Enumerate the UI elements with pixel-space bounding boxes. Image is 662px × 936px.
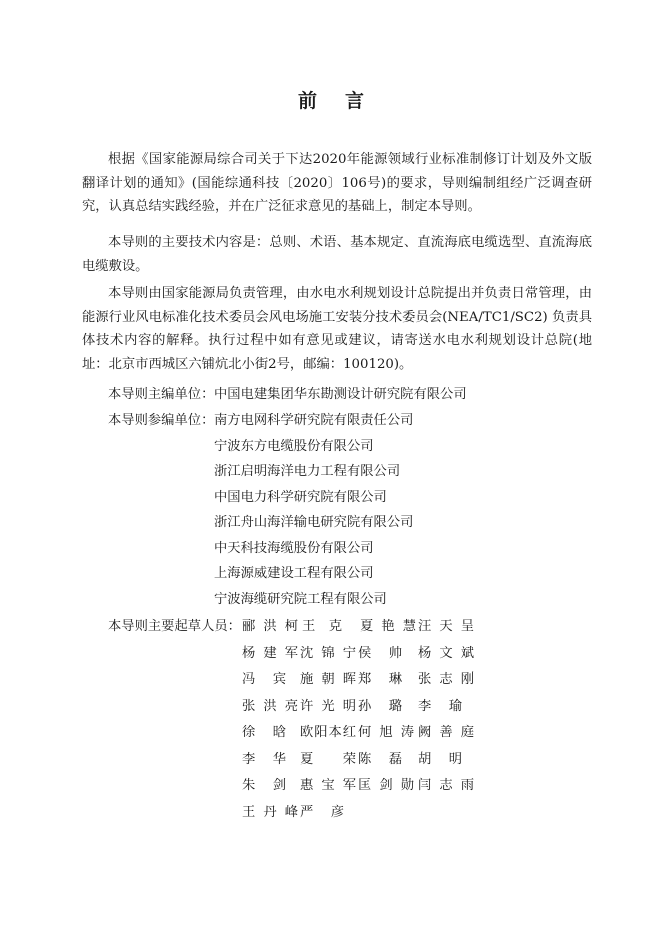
drafter-name: 汪天呈 xyxy=(418,619,474,634)
participating-unit: 浙江启明海洋电力工程有限公司 xyxy=(214,464,401,479)
drafter-name: 许光明 xyxy=(300,698,356,714)
participating-unit: 南方电网科学研究院有限责任公司 xyxy=(214,413,414,428)
drafters-label: 本导则主要起草人员： xyxy=(108,619,241,634)
chief-unit-label: 本导则主编单位： xyxy=(108,387,215,402)
participating-unit: 宁波海缆研究院工程有限公司 xyxy=(214,591,387,607)
drafter-name: 匡剑勋 xyxy=(358,778,414,793)
participating-unit: 中国电力科学研究院有限公司 xyxy=(214,489,387,505)
drafter-name: 施朝晖 xyxy=(300,672,356,687)
drafter-name: 夏艳慧 xyxy=(360,619,416,634)
drafter-name: 夏荣 xyxy=(300,751,356,767)
drafter-name: 郦洪柯 xyxy=(242,619,298,634)
drafter-name: 徐晗 xyxy=(242,725,286,740)
drafter-name: 何旭涛 xyxy=(358,725,414,740)
drafter-name: 朱剑 xyxy=(242,778,286,793)
drafter-name: 郑琳 xyxy=(358,672,402,687)
drafter-name: 阙善庭 xyxy=(418,725,474,740)
participating-unit: 宁波东方电缆股份有限公司 xyxy=(214,438,374,454)
drafter-name: 胡明 xyxy=(418,751,462,767)
participating-units-label: 本导则参编单位： xyxy=(108,413,215,428)
chief-unit-name: 中国电建集团华东勘测设计研究院有限公司 xyxy=(214,387,467,402)
drafter-name: 王克 xyxy=(302,619,342,634)
drafter-name: 张志刚 xyxy=(418,672,474,687)
drafter-name: 惠宝军 xyxy=(300,778,356,793)
drafter-name: 陈磊 xyxy=(358,751,402,767)
participating-unit: 浙江舟山海洋输电研究院有限公司 xyxy=(214,515,414,530)
drafter-name: 孙璐 xyxy=(358,698,402,714)
drafter-name: 李瑜 xyxy=(418,698,462,714)
drafter-name: 欧阳本红 xyxy=(300,725,356,740)
paragraph-main-content: 本导则的主要技术内容是：总则、术语、基本规定、直流海底电缆选型、直流海底电缆敷设。 xyxy=(82,235,592,274)
drafter-name: 杨文斌 xyxy=(418,645,474,661)
drafter-name: 王丹峰 xyxy=(242,804,298,820)
paragraph-basis: 根据《国家能源局综合司关于下达2020年能源领域行业标准制修订计划及外文版翻译计划的通知》(国能综通科技〔2020〕106号)的要求，导则编制组经广泛调查研究，认真总结实践经验，并在广泛征求意见的基础上，制定本导则。 xyxy=(82,152,592,214)
paragraph-management: 本导则由国家能源局负责管理，由水电水利规划设计总院提出并负责日常管理，由能源行业风电标准化技术委员会风电场施工安装分技术委员会(NEA/TC1/SC2) 负责具体技术内容的解释。执行过程中如有意见或建议，请寄送水电水利规划设计总院(地址：北京市西城区六铺炕北小街2号，邮编：100120)。 xyxy=(82,286,592,372)
drafter-name: 李华 xyxy=(242,751,286,767)
drafter-name: 沈锦宁 xyxy=(300,645,356,661)
drafter-name: 侯帅 xyxy=(358,645,402,661)
participating-unit: 中天科技海缆股份有限公司 xyxy=(214,540,374,556)
drafter-name: 杨建军 xyxy=(242,645,298,661)
drafter-name: 严彦 xyxy=(300,804,344,820)
page-title: 前言 xyxy=(297,90,392,112)
drafter-name: 闫志雨 xyxy=(418,778,474,793)
drafter-name: 冯宾 xyxy=(242,672,286,687)
participating-unit: 上海源威建设工程有限公司 xyxy=(214,566,374,581)
drafter-name: 张洪亮 xyxy=(242,698,298,714)
